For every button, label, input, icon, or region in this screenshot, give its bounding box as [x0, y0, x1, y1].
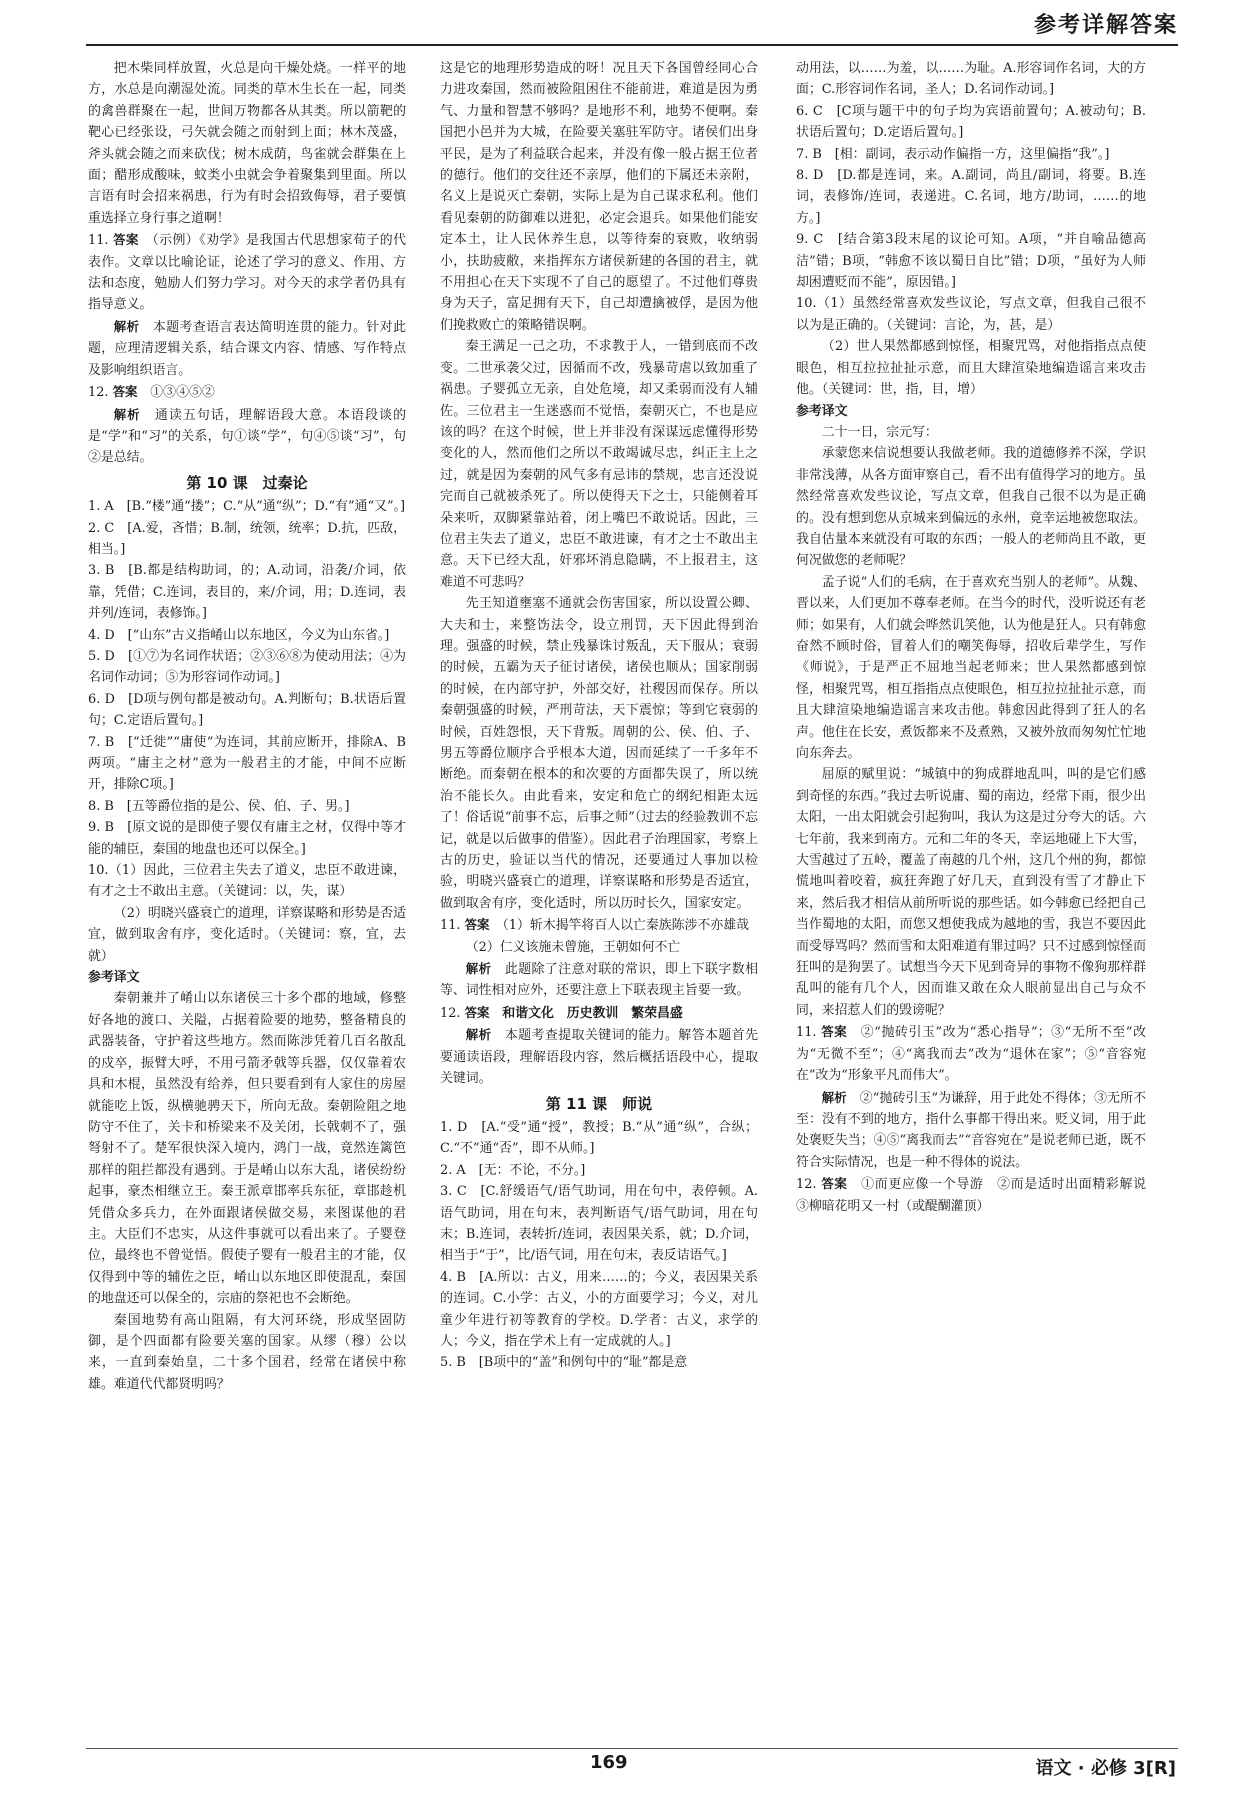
analysis-text: 通读五句话，理解语段大意。本语段谈的是“学”和“习”的关系，句①谈“学”，句④⑤谈“习”，句②是总结。: [88, 407, 406, 466]
answer-line: 9. C [结合第3段末尾的议论可知。A项，“并自喻品德高洁”错；B项，“韩愈不该以蜀日自比”错；D项，“虽好为人师却困遭贬而不能”，原因错。]: [796, 232, 1146, 291]
translation-paragraph: 二十一日，宗元写：: [821, 424, 938, 440]
answer-line: 10.（1）因此，三位君主失去了道义，忠臣不敢进谏，有才之士不敢出主意。（关键词：以，失，谋）: [88, 863, 406, 900]
item-number: 11.: [88, 233, 109, 249]
translation-paragraph: 秦国地势有高山阻隔，有大河环绕，形成坚固防御，是个四面都有险要关塞的国家。从缪（穆）公以来，一直到秦始皇，二十多个国君，经常在诸侯中称雄。难道代代都贤明吗？: [88, 1312, 406, 1392]
answer-text: ①而更应像一个导游 ②而是适时出面精彩解说 ③柳暗花明又一村（或醍醐灌顶）: [796, 1177, 1159, 1214]
reference-translation-label: 参考译文: [796, 403, 848, 419]
footer-rule: [86, 1748, 1178, 1749]
answer-line: 9. B [原文说的是即使子婴仅有庸主之材，仅得中等才能的辅臣，秦国的地盘也还可以保全。]: [88, 820, 406, 857]
answer-line: 4. B [A.所以：古义，用来……的；今义，表因果关系的连词。C.小学：古义，小的方面要学习；今义，对儿童少年进行初等教育的学校。D.学者：古义，求学的人；今义，指在学术上有一定成就的人。]: [440, 1269, 758, 1349]
answer-line: 1. D [A.“受”通“授”，教授；B.“从”通“纵”，合纵；C.“不”通“否”，即不从师。]: [440, 1119, 758, 1157]
answer-item: [440, 914, 758, 936]
section-heading: 第 10 课 过秦论: [186, 473, 308, 492]
answer-line: 10.（1）虽然经常喜欢发些议论，写点文章，但我自己很不以为是正确的。（关键词：言论，为，甚，是）: [796, 296, 1146, 333]
answer-tag: 答案: [464, 1004, 490, 1020]
analysis-tag: 解析: [465, 961, 492, 977]
analysis-tag: 解析: [465, 1027, 492, 1043]
answer-line: 8. D [D.都是连词，来。A.副词，尚且/副词，将要。B.连词，表修饰/连词，表递进。C.名词，地方/助词，……的地方。]: [796, 168, 1146, 226]
analysis-item: [440, 958, 758, 1002]
answer-tag: 答案: [821, 1176, 848, 1192]
translation-paragraph: 先王知道壅塞不通就会伤害国家，所以设置公卿、大夫和士，来整饬法令，设立刑罚，天下因此得到治理。强盛的时候，禁止残暴诛讨叛乱，天下服从；衰弱的时候，五霸为天子征讨诸侯，诸侯也顺从；国家削弱的时候，在内部守护，外部交好，社稷因而保存。所以秦朝强盛的时候，严刑苛法，天下震惊；等到它衰弱的时候，百姓怨恨，天下背叛。周朝的公、侯、伯、子、男五等爵位顺序合乎根本大道，因而延续了一千多年不断绝。而秦朝在根本的和次要的方面都失误了，所以统治不能长久。由此看来，安定和危亡的纲纪相距太远了！俗话说“前事不忘，后事之师”（过去的经验教训不忘记，就是以后做事的借鉴）。因此君子治理国家，考察上古的历史，验证以当代的情况，还要通过人事加以检验，明晓兴盛衰亡的道理，详察谋略和形势是否适宜，做到取舍有序，变化适时，所以历时长久，国家安定。: [440, 596, 758, 911]
answer-line: 4. D [“山东”古义指崤山以东地区，今义为山东省。]: [88, 627, 390, 643]
analysis-text: 此题除了注意对联的常识，即上下联字数相等、词性相对应外，还要注意上下联表现主旨要一致。: [440, 962, 759, 999]
column-middle: [440, 58, 758, 1718]
translation-paragraph: 秦朝兼并了崤山以东诸侯三十多个郡的地域，修整好各地的渡口、关隘，占据着险要的地势，整备精良的武器装备，守护着这些地方。然而陈涉凭着几百名散乱的戍卒，振臂大呼，不用弓箭矛戟等兵器，仅仅靠着农具和木棍，虽然没有给养，但只要看到有人家住的房屋就能吃上饭，纵横驰骋天下，所向无敌。秦朝险阻之地防守不住了，关卡和桥梁来不及关闭，长戟刺不了，强弩射不了。楚军很快深入境内，鸿门一战，竟然连篱笆那样的阻拦都没有遇到。于是崤山以东大乱，诸侯纷纷起事，豪杰相继立王。秦王派章邯率兵东征，章邯趁机凭借众多兵力，在外面跟诸侯做交易，来图谋他的君主。大臣们不忠实，从这件事就可以看出来了。子婴登位，最终也不曾觉悟。假使子婴有一般君主的才能，仅仅得到中等的辅佐之臣，崤山以东地区即使混乱，秦国的地盘还可以保全的，宗庙的祭祀也不会断绝。: [88, 991, 406, 1307]
item-number: 12.: [88, 385, 109, 401]
answer-line: 6. C [C项与题干中的句子均为宾语前置句；A.被动句；B.状语后置句；D.定语后置句。]: [796, 103, 1146, 141]
answer-line: 1. A [B.“楼”通“搂”；C.“从”通“纵”；D.“有”通“又”。]: [88, 499, 406, 515]
answer-line: 2. C [A.爱，吝惜；B.制，统领，统率；D.抗，匹敌，相当。]: [88, 520, 406, 557]
answer-item: [796, 1021, 1146, 1086]
answer-text: （示例）《劝学》是我国古代思想家荀子的代表作。文章以比喻论证，论述了学习的意义、作用、方法和态度，勉励人们努力学习。对今天的求学者仍具有指导意义。: [88, 233, 406, 313]
answer-text: （1）斩木揭竿将百人以亡秦族陈涉不亦雄哉: [502, 918, 749, 934]
analysis-text: 本题考查语言表达简明连贯的能力。针对此题，应理清逻辑关系，结合课文内容、情感、写作特点及影响组织语言。: [88, 319, 407, 378]
reference-translation-label: 参考译文: [88, 970, 140, 986]
item-number: 11.: [796, 1025, 817, 1041]
page-header-title: 参考详解答案: [1033, 13, 1178, 38]
page-number: 169: [590, 1752, 628, 1773]
answer-line: 8. B [五等爵位指的是公、侯、伯、子、男。]: [88, 798, 350, 814]
answer-line: 7. B [相：副词，表示动作偏指一方，这里偏指“我”。]: [796, 146, 1110, 162]
answer-item: [440, 1002, 758, 1024]
answer-line: 动用法，以……为羞，以……为耻。A.形容词作名词，大的方面；C.形容词作名词，圣人；D.名词作动词。]: [796, 61, 1146, 98]
answer-line: 3. C [C.舒缓语气/语气助词，用在句中，表停顿。A.语气助词，用在句末，表判断语气/语气助词，用在句末；B.连词，表转折/连词，表因果关系，就；D.介词，相当于“于”，比/语气词，用在句末，表反诘语气。]: [440, 1184, 758, 1264]
paragraph: 把木柴同样放置，火总是向干燥处烧。一样平的地方，水总是向潮湿处流。同类的草木生长在一起，同类的禽兽群聚在一起，世间万物都各从其类。所以箭靶的靶心已经张设，弓矢就会随之而射到上面；林木茂盛，斧头就会随之而来砍伐；树木成荫，鸟雀就会群集在上面；醋形成酸味，蚊类小虫就会争着聚集到里面。所以言语有时会招来祸患，行为有时会招致侮辱，君子要慎重选择立身行事之道啊！: [88, 61, 406, 226]
answer-tag: 答案: [464, 917, 490, 933]
answer-line: 5. D [①⑦为名词作状语；②③⑥⑧为使动用法；④为名词作动词；⑤为形容词作动词。]: [88, 648, 406, 686]
answer-tag: 答案: [113, 232, 139, 248]
answer-tag: 答案: [112, 384, 138, 400]
answer-item: [88, 229, 406, 316]
analysis-tag: 解析: [113, 406, 141, 422]
footer-subject: 语文 · 必修 3[R]: [1035, 1758, 1176, 1779]
analysis-item: [88, 316, 406, 381]
answer-line: （2）明晓兴盛衰亡的道理，详察谋略和形势是否适宜，做到取舍有序，变化适时。（关键词：察，宜，去就）: [88, 905, 406, 964]
item-number: 11.: [440, 918, 461, 934]
item-number: 12.: [796, 1177, 817, 1193]
analysis-tag: 解析: [821, 1089, 847, 1105]
answer-line: 7. B [“迁徙”“庸使”为连词，其前应断开，排除A、B两项。“庸主之材”意为一般君主的才能，中间不应断开，排除C项。]: [88, 734, 406, 793]
answer-item: [796, 1173, 1159, 1217]
answer-line: （2）仁义该施未曾施，王朝如何不亡: [465, 939, 681, 955]
item-number: 12.: [440, 1005, 461, 1021]
column-left: [88, 58, 406, 1718]
translation-paragraph: 孟子说“人们的毛病，在于喜欢充当别人的老师”。从魏、晋以来，人们更加不尊奉老师。在当今的时代，没听说还有老师；如果有，人们就会哗然讥笑他，认为他是狂人。只有韩愈奋然不顾时俗，冒着人们的嘲笑侮辱，招收后辈学生，写作《师说》，于是严正不屈地当起老师来；世人果然都感到惊怪，相聚咒骂，相互指指点点使眼色，相互拉拉扯扯示意，而且大肆渲染地编造谣言来攻击他。韩愈因此得到了狂人的名声。他住在长安，煮饭都来不及煮熟，又被外放而匆匆忙忙地向东奔去。: [796, 574, 1146, 761]
answer-line: （2）世人果然都感到惊怪，相聚咒骂，对他指指点点使眼色，相互拉拉扯扯示意，而且大肆渲染地编造谣言来攻击他。（关键词：世，指，目，增）: [796, 339, 1146, 398]
translation-paragraph: 这是它的地理形势造成的呀！况且天下各国曾经同心合力进攻秦国，然而被险阻困住不能前进，难道是因为勇气、力量和智慧不够吗？是地形不利，地势不便啊。秦国把小邑并为大城，在险要关塞驻军防守。诸侯们出身平民，是为了利益联合起来，并没有像一般占据王位者的德行。他们的交往还不亲厚，他们的下属还未亲附，名义上是说灭亡秦朝，实际上是为自己谋求私利。他们看见秦朝的防御难以进犯，必定会退兵。如果他们能安定本土，让人民休养生息，以等待秦的衰败，收纳弱小，扶助疲敝，来指挥东方诸侯新建的各国的君主，就不用担心在天下实现不了自己的愿望了。不过他们尊贵身为天子，富足拥有天下，自己却遭擒被俘，是因为他们挽救败亡的策略错误啊。: [440, 61, 758, 333]
analysis-text: 本题考查提取关键词的能力。解答本题首先要通读语段，理解语段内容，然后概括语段中心，提取关键词。: [440, 1028, 759, 1087]
answer-text: ②“抛砖引玉”改为“悉心指导”；③“无所不至”改为“无微不至”；④“离我而去”改为“退休在家”；⑤“音容宛在”改为“形象平凡而伟大”。: [796, 1025, 1146, 1084]
column-right: [796, 58, 1159, 1718]
answer-item: [88, 381, 406, 403]
analysis-item: [796, 1087, 1146, 1174]
analysis-item: [440, 1024, 758, 1089]
header-rule: [86, 44, 1178, 46]
answer-text: ①③④⑤②: [150, 385, 215, 401]
answer-line: 6. D [D项与例句都是被动句。A.判断句；B.状语后置句；C.定语后置句。]: [88, 691, 406, 729]
answer-tag: 答案: [821, 1024, 848, 1040]
answer-line: 3. B [B.都是结构助词，的；A.动词，沿袭/介词，依靠，凭借；C.连词，表目的，来/介词，用；D.连词，表并列/连词，表修饰。]: [88, 563, 406, 622]
answer-line: 5. B [B项中的“盖”和例句中的“耻”都是意: [440, 1355, 688, 1371]
translation-paragraph: 屈原的赋里说：“城镇中的狗成群地乱叫，叫的是它们感到奇怪的东西。”我过去听说庸、蜀的南边，经常下雨，很少出太阳，一出太阳就会引起狗叫，我认为这是过分夸大的话。六七年前，我来到南方。元和二年的冬天，幸运地碰上下大雪，大雪越过了五岭，覆盖了南越的几个州，这几个州的狗，都惊慌地叫着咬着，疯狂奔跑了好几天，直到没有雪了才静止下来，然后我才相信从前所听说的那些话。如今韩愈已经把自己当作蜀地的太阳，而您又想使我成为越地的雪，我岂不要因此而受辱骂吗？然而雪和太阳难道有罪过吗？只不过感到惊怪而狂叫的是狗罢了。试想当今天下见到奇异的事物不像狗那样群乱叫的能有几个人，因而谁又敢在众人眼前显出自己与众不同，来招惹人们的毁谤呢？: [796, 767, 1146, 1018]
answer-line: 2. A [无：不论，不分。]: [440, 1162, 586, 1178]
answer-text: 和谐文化 历史教训 繁荣昌盛: [502, 1005, 683, 1021]
analysis-item: [88, 404, 406, 469]
translation-paragraph: 承蒙您来信说想要认我做老师。我的道德修养不深，学识非常浅薄，从各方面审察自己，看不出有值得学习的地方。虽然经常喜欢发些议论，写点文章，但我自己很不以为是正确的。没有想到您从京城来到偏远的永州，竟幸运地被您取法。我自估量本来就没有可取的东西；一般人的老师尚且不敢，更何况做您的老师呢？: [796, 446, 1146, 569]
analysis-text: ②“抛砖引玉”为谦辞，用于此处不得体；③无所不至：没有不到的地方，指什么事都干得出来。贬义词，用于此处褒贬失当；④⑤“离我而去”“音容宛在”是说老师已逝，既不符合实际情况，也是一种不得体的说法。: [796, 1090, 1147, 1170]
translation-paragraph: 秦王满足一己之功，不求教于人，一错到底而不改变。二世承袭父过，因循而不改，残暴苛虐以致加重了祸患。子婴孤立无亲，自处危境，却又柔弱而没有人辅佐。三位君主一生迷惑而不觉悟，秦朝灭亡，不也是应该的吗？在这个时候，世上并非没有深谋远虑懂得形势变化的人，然而他们之所以不敢竭诚尽忠，纠正主上之过，就是因为秦朝的风气多有忌讳的禁规，忠言还没说完而自己就被杀死了。所以使得天下之士，只能侧着耳朵来听，双脚紧靠站着，闭上嘴巴不敢说话。因此，三位君主失去了道义，忠臣不敢进谏，有才之士不敢出主意。天下已经大乱，奸邪坏消息隐瞒，不上报君主，这难道不可悲吗？: [440, 339, 758, 590]
analysis-tag: 解析: [113, 318, 140, 334]
section-heading: 第 11 课 师说: [545, 1094, 653, 1113]
